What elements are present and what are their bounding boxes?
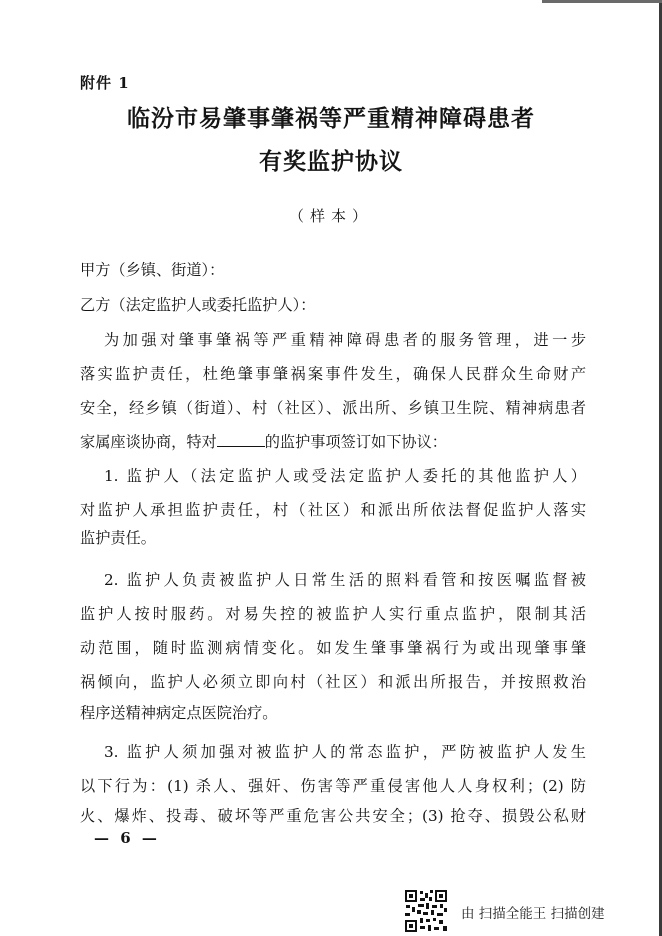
clause-3-line: 以下行为：(1) 杀人、强奸、伤害等严重侵害他人人身权利；(2) 防	[80, 777, 586, 795]
scan-edge-top	[542, 0, 662, 3]
attachment-label: 附件 1	[80, 74, 130, 92]
clause-2-line: 2. 监护人负责被监护人日常生活的照料看管和按医嘱监督被	[104, 571, 586, 589]
scanner-watermark-text: 由 扫描全能王 扫描创建	[461, 906, 605, 922]
fill-in-blank[interactable]	[217, 432, 265, 447]
clause-2-line: 动范围，随时监测病情变化。如发生肇事肇祸行为或出现肇事肇	[80, 639, 586, 657]
qr-code-icon[interactable]	[404, 889, 448, 933]
clause-2-line: 监护人按时服药。对易失控的被监护人实行重点监护，限制其活	[80, 605, 586, 623]
clause-1-line: 对监护人承担监护责任，村（社区）和派出所依法督促监护人落实	[80, 501, 586, 519]
document-title-line2: 有奖监护协议	[259, 148, 403, 175]
clause-3-line: 火、爆炸、投毒、破坏等严重危害公共安全；(3) 抢夺、损毁公私财	[80, 807, 586, 825]
intro-line: 安全，经乡镇（街道）、村（社区）、派出所、乡镇卫生院、精神病患者	[80, 399, 586, 417]
intro-line	[80, 432, 447, 452]
intro-text: 的监护事项签订如下协议：	[264, 433, 447, 451]
party-b-line: 乙方（法定监护人或委托监护人）：	[80, 296, 316, 314]
clause-2-line: 祸倾向，监护人必须立即向村（社区）和派出所报告，并按照救治	[80, 673, 586, 691]
clause-3-line: 3. 监护人须加强对被监护人的常态监护，严防被监护人发生	[104, 743, 586, 761]
clause-1-line: 1. 监护人（法定监护人或受法定监护人委托的其他监护人）	[104, 467, 586, 485]
intro-line: 为加强对肇事肇祸等严重精神障碍患者的服务管理，进一步	[104, 331, 586, 349]
page-number: — 6 —	[94, 829, 160, 847]
sample-label: （样本）	[288, 207, 373, 225]
intro-line: 落实监护责任，杜绝肇事肇祸案事件发生，确保人民群众生命财产	[80, 365, 586, 383]
clause-2-line: 程序送精神病定点医院治疗。	[80, 704, 278, 722]
intro-text: 家属座谈协商，特对	[80, 433, 217, 451]
document-title-line1: 临汾市易肇事肇祸等严重精神障碍患者	[127, 105, 535, 132]
party-a-line: 甲方（乡镇、街道）：	[80, 261, 225, 279]
clause-1-line: 监护责任。	[80, 529, 156, 547]
